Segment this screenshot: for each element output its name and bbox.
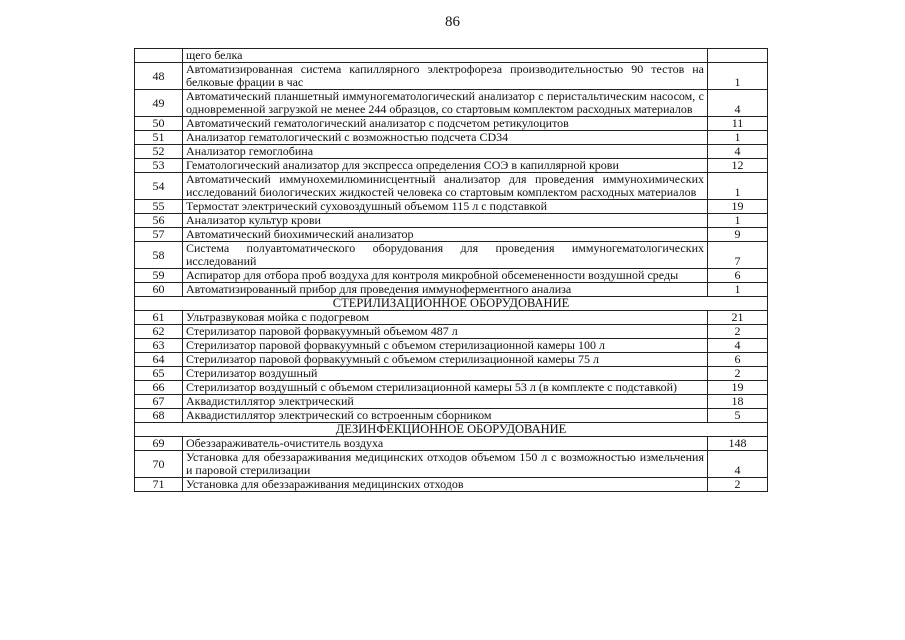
item-name-cell: Термостат электрический суховоздушный объемом 115 л с подставкой bbox=[183, 200, 708, 214]
quantity-cell: 7 bbox=[708, 242, 768, 269]
quantity-cell bbox=[708, 49, 768, 63]
quantity-cell: 5 bbox=[708, 409, 768, 423]
section-title: СТЕРИЛИЗАЦИОННОЕ ОБОРУДОВАНИЕ bbox=[135, 297, 768, 311]
table-row bbox=[135, 145, 768, 159]
table-row bbox=[135, 269, 768, 283]
item-name-cell: Стерилизатор паровой форвакуумный объемом 487 л bbox=[183, 325, 708, 339]
quantity-cell: 4 bbox=[708, 451, 768, 478]
row-number-cell: 54 bbox=[135, 173, 183, 200]
item-name-cell: Анализатор гемоглобина bbox=[183, 145, 708, 159]
table-row bbox=[135, 437, 768, 451]
quantity-cell: 1 bbox=[708, 214, 768, 228]
quantity-cell: 12 bbox=[708, 159, 768, 173]
row-number-cell: 48 bbox=[135, 63, 183, 90]
quantity-cell: 11 bbox=[708, 117, 768, 131]
section-header-row bbox=[135, 423, 768, 437]
equipment-table bbox=[134, 48, 768, 492]
table-row bbox=[135, 90, 768, 117]
row-number-cell: 69 bbox=[135, 437, 183, 451]
item-name-cell: Установка для обеззараживания медицинских отходов bbox=[183, 478, 708, 492]
table-row bbox=[135, 367, 768, 381]
row-number-cell: 68 bbox=[135, 409, 183, 423]
quantity-cell: 2 bbox=[708, 367, 768, 381]
row-number-cell: 51 bbox=[135, 131, 183, 145]
item-name-cell: Установка для обеззараживания медицинских отходов объемом 150 л с возможностью измельчения и паровой стерилизации bbox=[183, 451, 708, 478]
item-name-cell: щего белка bbox=[183, 49, 708, 63]
table-row bbox=[135, 214, 768, 228]
row-number-cell: 56 bbox=[135, 214, 183, 228]
item-name-cell: Автоматический иммунохемилюминисцентный анализатор для проведения иммунохимических исследований биологических жидкостей человека со стартовым комплектом расходных материалов bbox=[183, 173, 708, 200]
item-name-cell: Обеззараживатель-очиститель воздуха bbox=[183, 437, 708, 451]
table-row bbox=[135, 311, 768, 325]
section-header-row bbox=[135, 297, 768, 311]
row-number-cell: 67 bbox=[135, 395, 183, 409]
table-row bbox=[135, 159, 768, 173]
quantity-cell: 21 bbox=[708, 311, 768, 325]
table-row bbox=[135, 242, 768, 269]
item-name-cell: Аспиратор для отбора проб воздуха для контроля микробной обсемененности воздушной среды bbox=[183, 269, 708, 283]
row-number-cell: 61 bbox=[135, 311, 183, 325]
table-row bbox=[135, 451, 768, 478]
row-number-cell: 63 bbox=[135, 339, 183, 353]
quantity-cell: 19 bbox=[708, 381, 768, 395]
row-number-cell: 52 bbox=[135, 145, 183, 159]
row-number-cell bbox=[135, 49, 183, 63]
item-name-cell: Аквадистиллятор электрический bbox=[183, 395, 708, 409]
equipment-table-body bbox=[135, 49, 768, 492]
table-row bbox=[135, 478, 768, 492]
table-row bbox=[135, 49, 768, 63]
row-number-cell: 70 bbox=[135, 451, 183, 478]
row-number-cell: 53 bbox=[135, 159, 183, 173]
item-name-cell: Автоматический биохимический анализатор bbox=[183, 228, 708, 242]
table-row bbox=[135, 63, 768, 90]
quantity-cell: 2 bbox=[708, 325, 768, 339]
quantity-cell: 4 bbox=[708, 90, 768, 117]
row-number-cell: 50 bbox=[135, 117, 183, 131]
item-name-cell: Система полуавтоматического оборудования для проведения иммуногематологических исследований bbox=[183, 242, 708, 269]
table-row bbox=[135, 353, 768, 367]
row-number-cell: 65 bbox=[135, 367, 183, 381]
row-number-cell: 58 bbox=[135, 242, 183, 269]
table-row bbox=[135, 395, 768, 409]
quantity-cell: 9 bbox=[708, 228, 768, 242]
table-row bbox=[135, 228, 768, 242]
item-name-cell: Стерилизатор паровой форвакуумный с объемом стерилизационной камеры 100 л bbox=[183, 339, 708, 353]
row-number-cell: 60 bbox=[135, 283, 183, 297]
table-row bbox=[135, 200, 768, 214]
row-number-cell: 49 bbox=[135, 90, 183, 117]
row-number-cell: 59 bbox=[135, 269, 183, 283]
quantity-cell: 6 bbox=[708, 353, 768, 367]
item-name-cell: Стерилизатор паровой форвакуумный с объемом стерилизационной камеры 75 л bbox=[183, 353, 708, 367]
quantity-cell: 4 bbox=[708, 145, 768, 159]
quantity-cell: 1 bbox=[708, 283, 768, 297]
page-number: 86 bbox=[445, 14, 460, 30]
quantity-cell: 1 bbox=[708, 131, 768, 145]
quantity-cell: 1 bbox=[708, 63, 768, 90]
row-number-cell: 57 bbox=[135, 228, 183, 242]
table-row bbox=[135, 325, 768, 339]
item-name-cell: Автоматизированный прибор для проведения иммуноферментного анализа bbox=[183, 283, 708, 297]
quantity-cell: 2 bbox=[708, 478, 768, 492]
row-number-cell: 64 bbox=[135, 353, 183, 367]
row-number-cell: 66 bbox=[135, 381, 183, 395]
item-name-cell: Стерилизатор воздушный bbox=[183, 367, 708, 381]
item-name-cell: Анализатор гематологический с возможностью подсчета CD34 bbox=[183, 131, 708, 145]
quantity-cell: 19 bbox=[708, 200, 768, 214]
quantity-cell: 6 bbox=[708, 269, 768, 283]
item-name-cell: Аквадистиллятор электрический со встроенным сборником bbox=[183, 409, 708, 423]
row-number-cell: 62 bbox=[135, 325, 183, 339]
item-name-cell: Автоматический планшетный иммуногематологический анализатор с перистальтическим насосом, с одновременной загрузкой не менее 244 образцов, со стартовым комплектом расходных материалов bbox=[183, 90, 708, 117]
table-row bbox=[135, 409, 768, 423]
item-name-cell: Ультразвуковая мойка с подогревом bbox=[183, 311, 708, 325]
quantity-cell: 4 bbox=[708, 339, 768, 353]
row-number-cell: 71 bbox=[135, 478, 183, 492]
table-row bbox=[135, 283, 768, 297]
item-name-cell: Стерилизатор воздушный с объемом стерилизационной камеры 53 л (в комплекте с подставкой) bbox=[183, 381, 708, 395]
section-title: ДЕЗИНФЕКЦИОННОЕ ОБОРУДОВАНИЕ bbox=[135, 423, 768, 437]
quantity-cell: 18 bbox=[708, 395, 768, 409]
table-row bbox=[135, 117, 768, 131]
table-row bbox=[135, 339, 768, 353]
item-name-cell: Гематологический анализатор для экспресса определения СОЭ в капиллярной крови bbox=[183, 159, 708, 173]
table-row bbox=[135, 131, 768, 145]
table-row bbox=[135, 173, 768, 200]
quantity-cell: 148 bbox=[708, 437, 768, 451]
table-row bbox=[135, 381, 768, 395]
quantity-cell: 1 bbox=[708, 173, 768, 200]
row-number-cell: 55 bbox=[135, 200, 183, 214]
item-name-cell: Анализатор культур крови bbox=[183, 214, 708, 228]
item-name-cell: Автоматический гематологический анализатор с подсчетом ретикулоцитов bbox=[183, 117, 708, 131]
item-name-cell: Автоматизированная система капиллярного электрофореза производительностью 90 тестов на белковые фрации в час bbox=[183, 63, 708, 90]
